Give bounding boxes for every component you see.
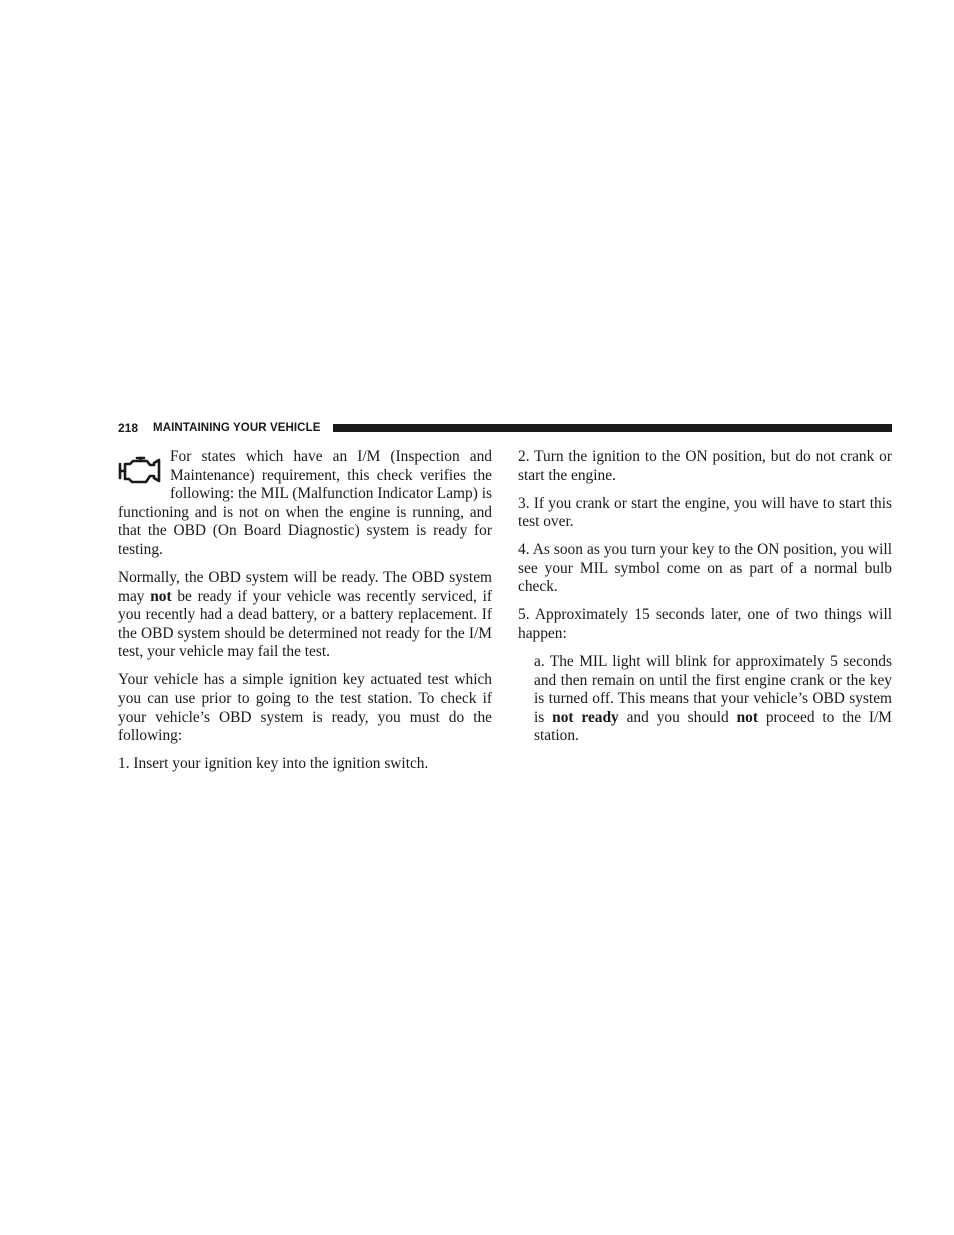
step-5a-text-1: a. The MIL light will blink for approximately 5 seconds and then remain on until the first engine crank or the key is turned off. This means that your vehicle’s OBD system is [534, 652, 892, 726]
header-rule [333, 424, 893, 432]
section-title: MAINTAINING YOUR VEHICLE [153, 422, 321, 434]
step-5: 5. Approximately 15 seconds later, one of two things will happen: [518, 606, 892, 642]
right-column [518, 448, 892, 755]
step-5a-text-2: and you should [618, 708, 737, 726]
step-2: 2. Turn the ignition to the ON position, but do not crank or start the engine. [518, 448, 892, 484]
intro-text: For states which have an I/M (Inspection and Maintenance) requirement, this check verifies the following: the MIL (Malfunction Indicator Lamp) is functioning and is not on when the engine is running, and that the OBD (On Board Diagnostic) system is ready for testing. [118, 448, 492, 558]
step-4: 4. As soon as you turn your key to the ON position, you will see your MIL symbol come on as part of a normal bulb check. [518, 541, 892, 596]
page-number: 218 [118, 421, 139, 435]
step-5a-text-3: proceed to the I/M station. [534, 708, 892, 745]
check-engine-icon [118, 448, 168, 500]
step-5a-bold-1: not ready [552, 708, 619, 726]
obd-ready-paragraph [118, 569, 492, 662]
test-intro-paragraph: Your vehicle has a simple ignition key actuated test which you can use prior to going to the test station. To check if your vehicle’s OBD system is ready, you must do the following: [118, 671, 492, 745]
step-3: 3. If you crank or start the engine, you will have to start this test over. [518, 494, 892, 531]
step-5a-bold-2: not [736, 708, 758, 726]
left-column [118, 448, 492, 783]
obd-ready-text-1: Normally, the OBD system will be ready. The OBD system may [118, 568, 492, 605]
step-1: 1. Insert your ignition key into the ignition switch. [118, 755, 429, 773]
intro-paragraph [118, 448, 492, 560]
obd-ready-text-2: be ready if your vehicle was recently serviced, if you recently had a dead battery, or a battery replacement. If the OBD system should be determined not ready for the I/M test, your vehicle may fail the test. [118, 587, 492, 661]
page-header [118, 420, 892, 436]
step-5a [518, 653, 892, 746]
obd-ready-bold: not [150, 587, 172, 605]
